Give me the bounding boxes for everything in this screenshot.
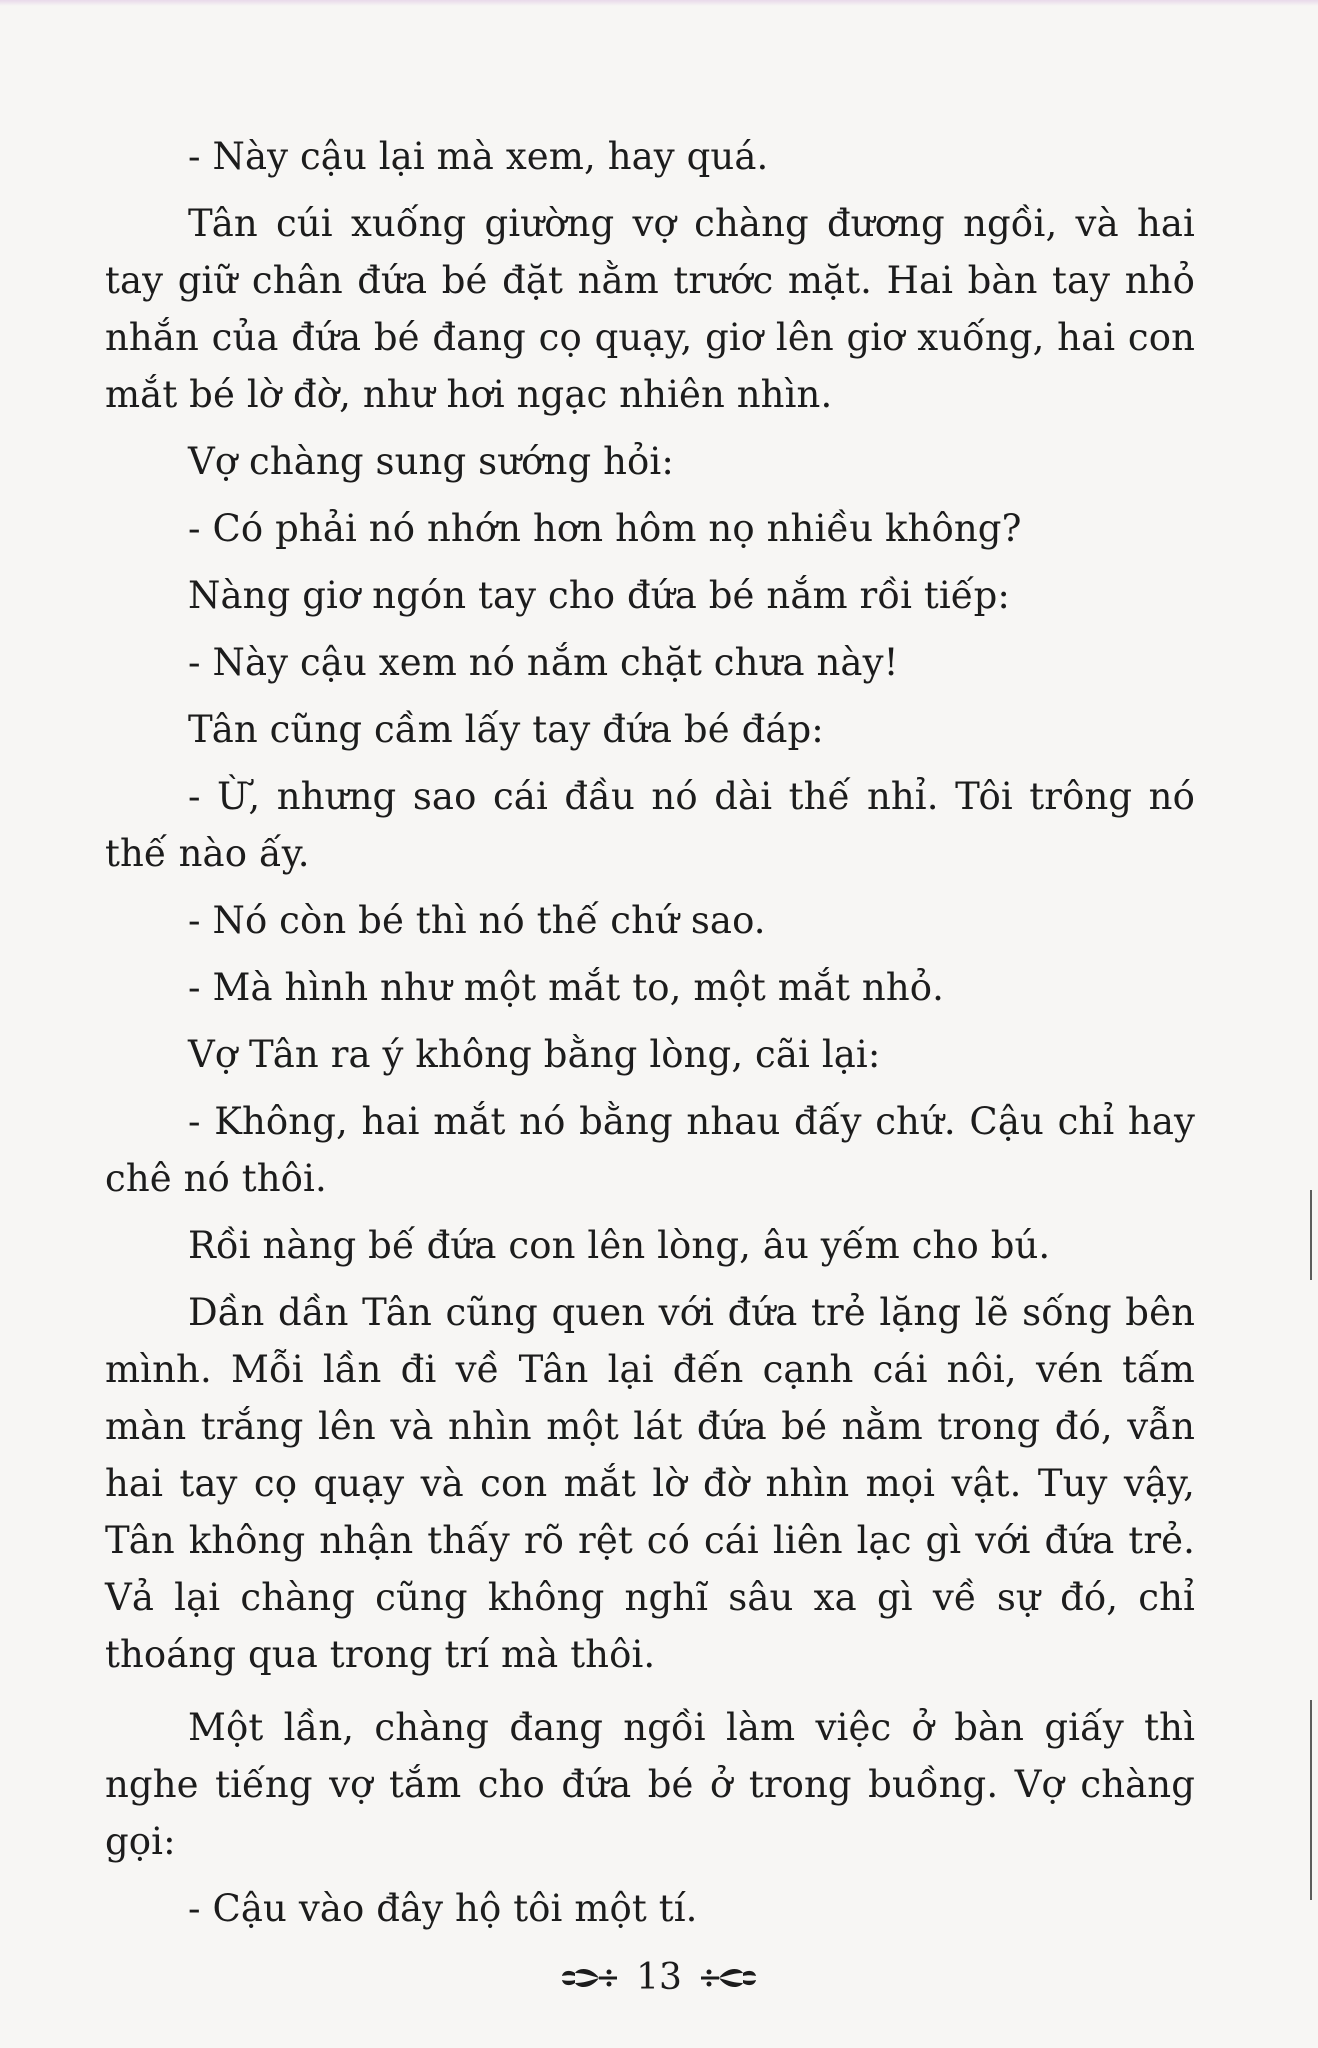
- paragraph: Rồi nàng bế đứa con lên lòng, âu yếm cho bú.: [188, 1224, 1051, 1267]
- paragraph: Vợ chàng sung sướng hỏi:: [188, 440, 674, 483]
- page-number: 13: [636, 1957, 682, 1998]
- floral-ornament-icon: [699, 1963, 759, 1993]
- page-footer: [0, 1954, 1318, 2000]
- paragraph: - Có phải nó nhớn hơn hôm nọ nhiều không?: [188, 507, 1022, 550]
- page-top-edge: [0, 0, 1318, 6]
- scan-edge-mark: [1310, 1700, 1312, 1900]
- paragraph: Vợ Tân ra ý không bằng lòng, cãi lại:: [188, 1033, 881, 1076]
- paragraph: - Mà hình như một mắt to, một mắt nhỏ.: [188, 966, 944, 1009]
- paragraph: - Này cậu lại mà xem, hay quá.: [188, 135, 769, 178]
- floral-ornament-icon: [559, 1963, 619, 1993]
- paragraph: Một lần, chàng đang ngồi làm việc ở bàn giấy thì nghe tiếng vợ tắm cho đứa bé ở trong buồng. Vợ chàng gọi:: [105, 1706, 1195, 1863]
- paragraph: Dần dần Tân cũng quen với đứa trẻ lặng lẽ sống bên mình. Mỗi lần đi về Tân lại đến cạnh cái nôi, vén tấm màn trắng lên và nhìn một lát đứa bé nằm trong đó, vẫn hai tay cọ quạy và con mắt lờ đờ nhìn mọi vật. Tuy vậy, Tân không nhận thấy rõ rệt có cái liên lạc gì với đứa trẻ. Vả lại chàng cũng không nghĩ sâu xa gì về sự đó, chỉ thoáng qua trong trí mà thôi.: [105, 1291, 1195, 1676]
- paragraph: - Cậu vào đây hộ tôi một tí.: [188, 1887, 698, 1930]
- paragraph: Nàng giơ ngón tay cho đứa bé nắm rồi tiếp:: [188, 574, 1010, 617]
- body-text: [105, 128, 1195, 1947]
- paragraph: - Ừ, nhưng sao cái đầu nó dài thế nhỉ. Tôi trông nó thế nào ấy.: [105, 775, 1195, 875]
- paragraph: - Không, hai mắt nó bằng nhau đấy chứ. Cậu chỉ hay chê nó thôi.: [105, 1100, 1195, 1200]
- scan-edge-mark: [1310, 1190, 1312, 1280]
- paragraph: - Này cậu xem nó nắm chặt chưa này!: [188, 641, 899, 684]
- paragraph: Tân cũng cầm lấy tay đứa bé đáp:: [188, 708, 824, 751]
- paragraph: - Nó còn bé thì nó thế chứ sao.: [188, 899, 766, 942]
- paragraph: Tân cúi xuống giường vợ chàng đương ngồi, và hai tay giữ chân đứa bé đặt nằm trước mặt. Hai bàn tay nhỏ nhắn của đứa bé đang cọ quạy, giơ lên giơ xuống, hai con mắt bé lờ đờ, như hơi ngạc nhiên nhìn.: [105, 202, 1195, 416]
